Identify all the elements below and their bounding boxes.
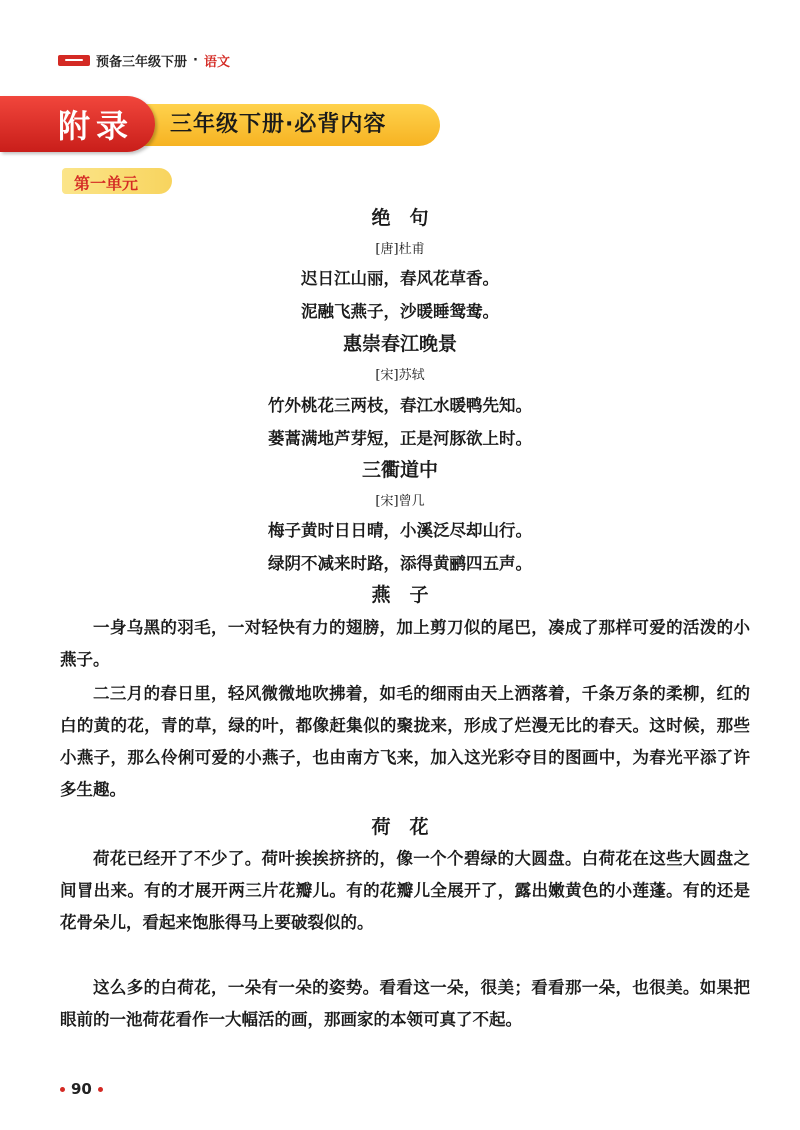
poem-line: 蒌蒿满地芦芽短，正是河豚欲上时。: [268, 429, 532, 448]
book-title: 预备三年级下册: [96, 54, 188, 70]
unit-label: 第一单元: [74, 174, 139, 193]
text-title: 荷 花: [371, 816, 429, 838]
poem-author: [宋]曾几: [375, 494, 425, 509]
dot-icon: [60, 1087, 65, 1092]
header-separator: ·: [193, 52, 198, 68]
unit-tag: [62, 168, 172, 194]
page-number: [60, 1080, 103, 1098]
poem-author: [唐]杜甫: [375, 242, 425, 257]
poem-title: 惠崇春江晚景: [342, 333, 457, 355]
banner-title: 三年级下册·必背内容: [170, 112, 387, 137]
poem-title: 三衢道中: [361, 459, 438, 481]
subject-label: 语文: [203, 54, 230, 70]
page-number-value: 90: [71, 1080, 92, 1098]
series-logo-icon: [58, 55, 90, 66]
poem-line: 梅子黄时日日晴，小溪泛尽却山行。: [268, 521, 532, 540]
poem-line: 绿阴不减来时路，添得黄鹂四五声。: [268, 554, 532, 573]
appendix-badge: [0, 96, 155, 152]
poem-line: 泥融飞燕子，沙暖睡鸳鸯。: [301, 302, 499, 321]
poem-line: 竹外桃花三两枝，春江水暖鸭先知。: [268, 396, 532, 415]
dot-icon: [98, 1087, 103, 1092]
appendix-banner: [0, 96, 440, 152]
page-header: [58, 52, 230, 68]
poem-title: 绝 句: [371, 207, 429, 229]
poem-author: [宋]苏轼: [375, 368, 425, 383]
text-paragraph: 一身乌黑的羽毛，一对轻快有力的翅膀，加上剪刀似的尾巴，凑成了那样可爱的活泼的小燕子。: [60, 618, 750, 669]
appendix-label: 附录: [58, 107, 135, 145]
text-paragraph: 二三月的春日里，轻风微微地吹拂着，如毛的细雨由天上洒落着，千条万条的柔柳，红的白的黄的花，青的草，绿的叶，都像赶集似的聚拢来，形成了烂漫无比的春天。这时候，那些小燕子，那么伶俐可爱的小燕子，也由南方飞来，加入这光彩夺目的图画中，为春光平添了许多生趣。: [60, 684, 750, 799]
text-paragraph: 荷花已经开了不少了。荷叶挨挨挤挤的，像一个个碧绿的大圆盘。白荷花在这些大圆盘之间冒出来。有的才展开两三片花瓣儿。有的花瓣儿全展开了，露出嫩黄色的小莲蓬。有的还是花骨朵儿，看起来饱胀得马上要破裂似的。: [60, 849, 750, 932]
text-title: 燕 子: [371, 584, 429, 606]
poem-line: 迟日江山丽，春风花草香。: [301, 269, 499, 288]
text-paragraph: 这么多的白荷花，一朵有一朵的姿势。看看这一朵，很美；看看那一朵，也很美。如果把眼前的一池荷花看作一大幅活的画，那画家的本领可真了不起。: [60, 978, 750, 1029]
